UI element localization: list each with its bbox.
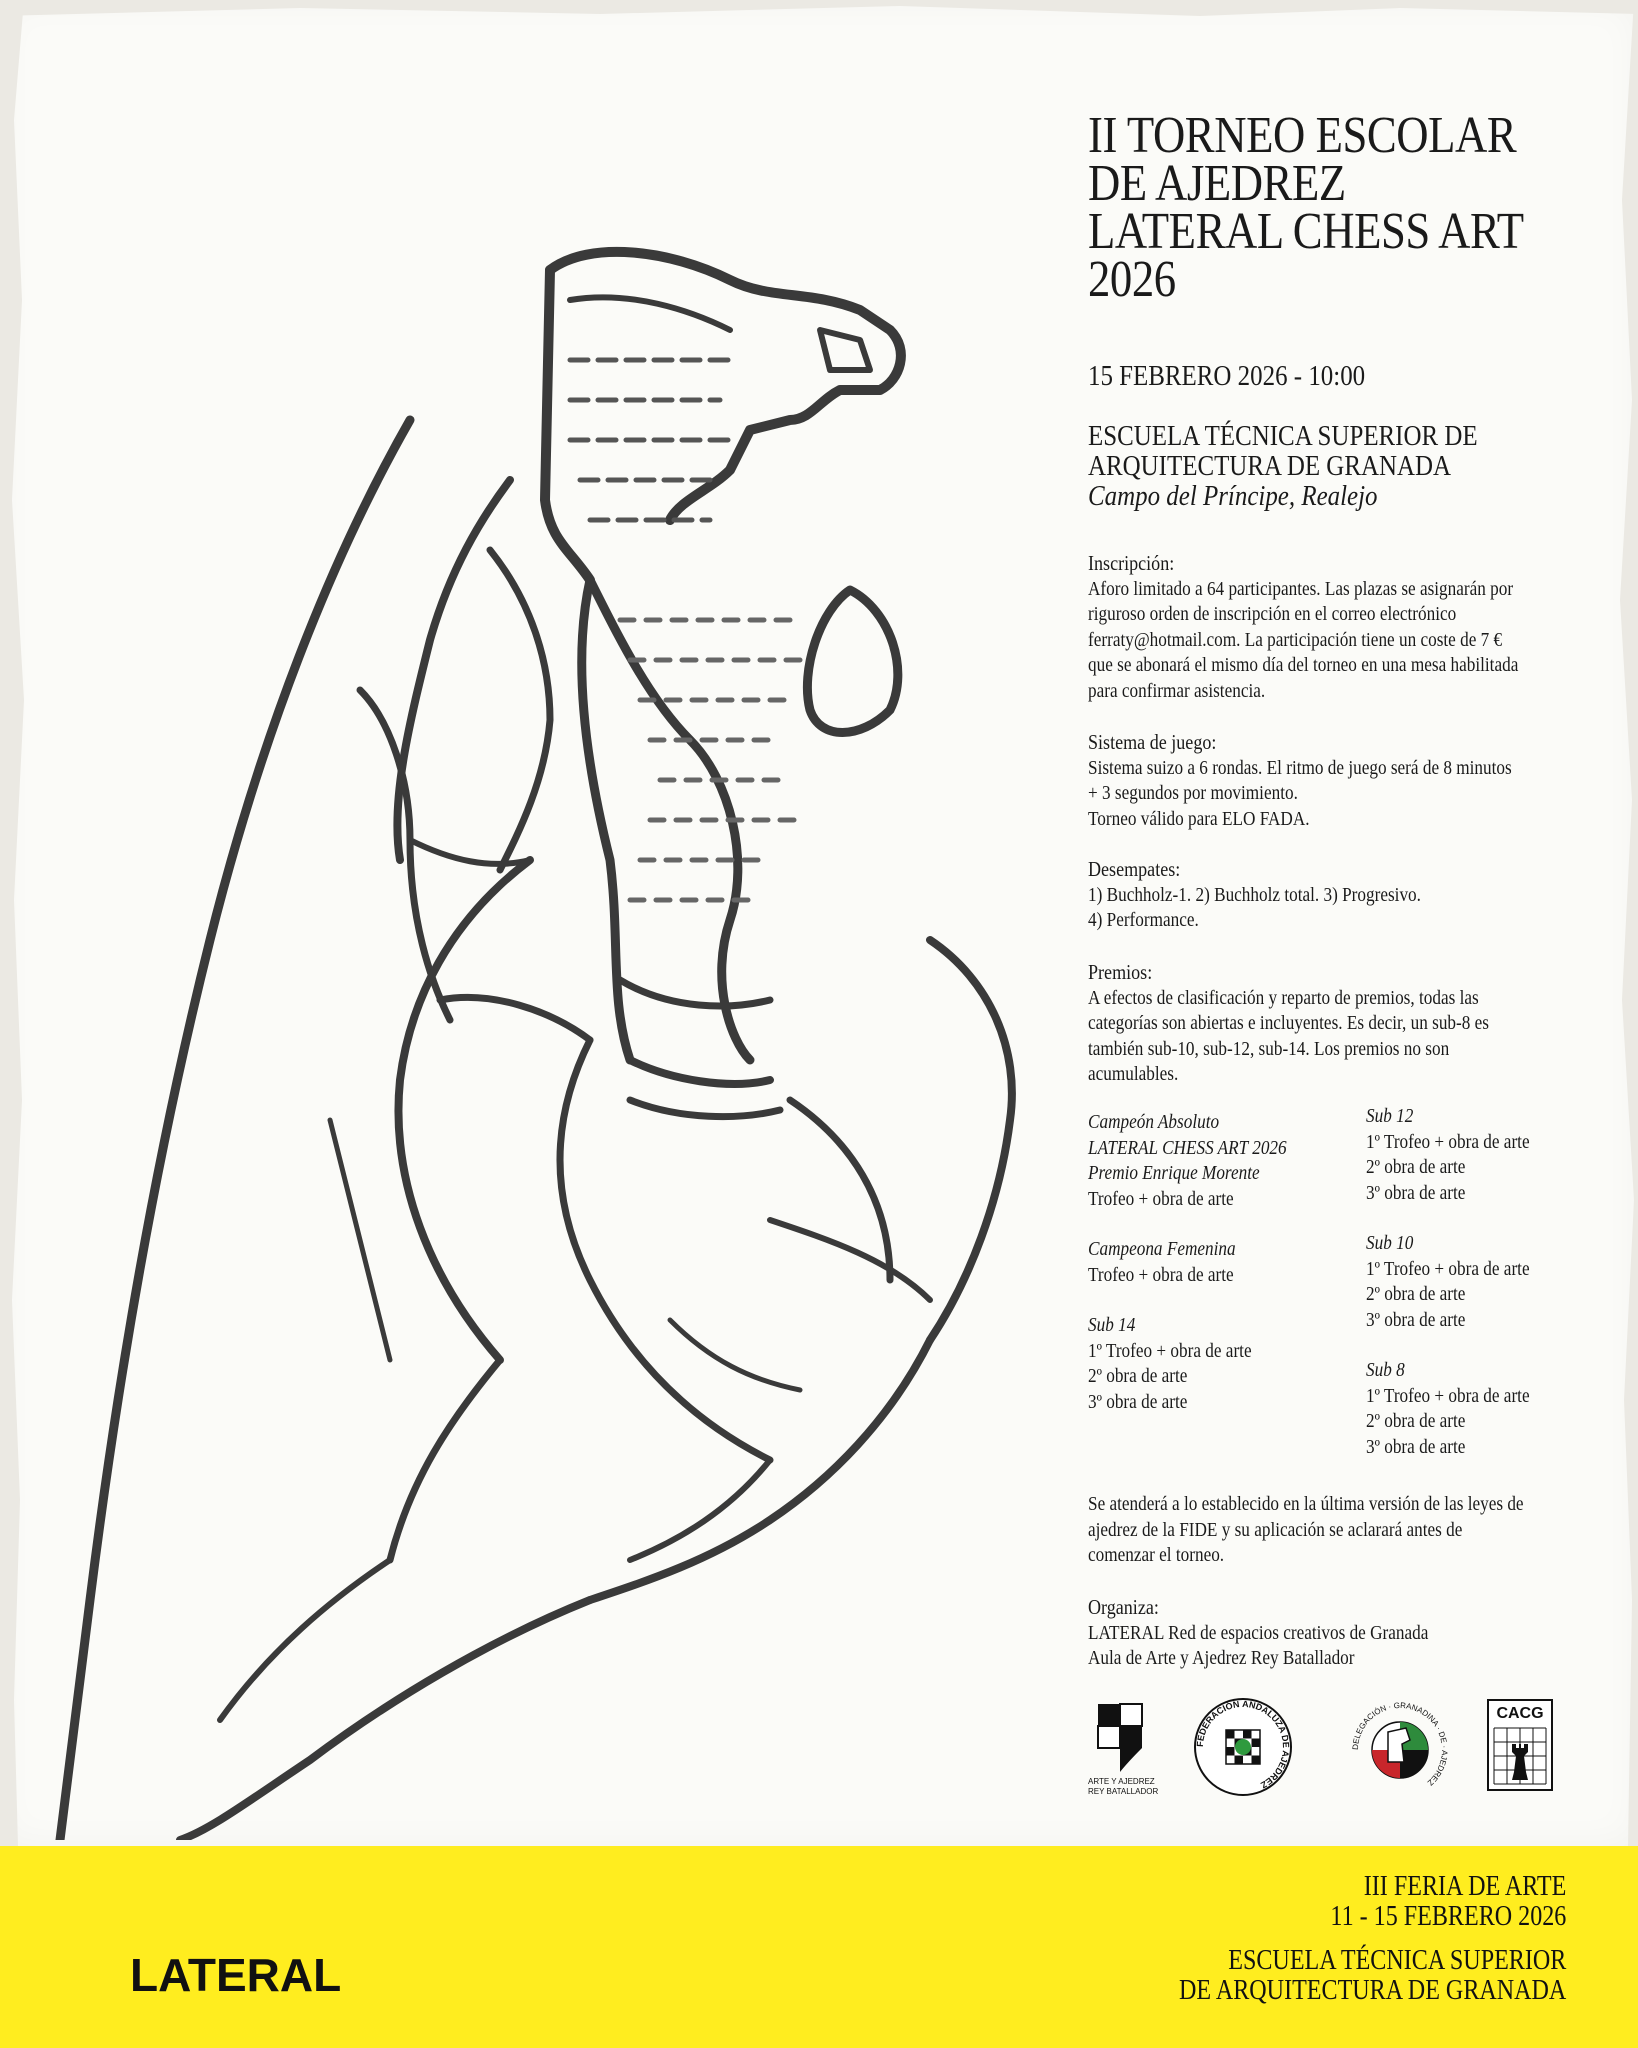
delegacion-granadina-logo: [1351, 1701, 1449, 1787]
title-line-4: 2026: [1088, 251, 1176, 308]
tournament-title: [1088, 107, 1587, 308]
title-line-2: DE AJEDREZ: [1088, 155, 1346, 212]
cacg-logo: [1488, 1700, 1552, 1790]
premios-line: categorías son abiertas e incluyentes. Es decir, un sub-8 es: [1088, 1012, 1490, 1034]
organiza-heading: Organiza:: [1088, 1595, 1159, 1619]
absoluto-prize: Trofeo + obra de arte: [1088, 1187, 1234, 1210]
inscripcion-line: riguroso orden de inscripción en el correo electrónico: [1088, 603, 1457, 625]
absoluto-title: Campeón Absoluto: [1088, 1111, 1220, 1133]
tournament-info: [1088, 107, 1588, 308]
fide-line: Se atenderá a lo establecido en la última versión de las leyes de: [1088, 1493, 1524, 1515]
inscripcion-line: para confirmar asistencia.: [1088, 679, 1266, 702]
premios-heading: Premios:: [1088, 960, 1153, 984]
femenina-title: Campeona Femenina: [1088, 1238, 1236, 1260]
hand-holding-knight-drawing: [30, 220, 1080, 1840]
sistema-heading: Sistema de juego:: [1088, 730, 1217, 754]
delegacion-text: DELEGACIÓN · GRANADINA · DE · AJEDREZ: [1350, 1700, 1450, 1788]
section-fide: [1088, 1492, 1570, 1569]
sub8-title: Sub 8: [1366, 1359, 1405, 1381]
organiza-line: LATERAL Red de espacios creativos de Granada: [1088, 1621, 1429, 1644]
sub12-prize: 3º obra de arte: [1366, 1181, 1466, 1204]
venue-line-2: ARQUITECTURA DE GRANADA: [1088, 450, 1452, 482]
sub14-prize: 1º Trofeo + obra de arte: [1088, 1339, 1252, 1362]
desempates-heading: Desempates:: [1088, 857, 1181, 881]
feria-info: [1179, 1872, 1566, 2006]
venue-line-1: ESCUELA TÉCNICA SUPERIOR DE: [1088, 420, 1478, 452]
fada-text: FEDERACIÓN ANDALUZA DE AJEDREZ: [1194, 1698, 1292, 1791]
section-sistema: [1088, 730, 1570, 832]
title-line-3: LATERAL CHESS ART: [1088, 203, 1524, 260]
sub12-prize: 2º obra de arte: [1366, 1156, 1466, 1178]
rey-batallador-text: ARTE Y AJEDREZ: [1088, 1777, 1155, 1786]
absoluto-title: Premio Enrique Morente: [1088, 1162, 1260, 1184]
section-premios: [1088, 960, 1570, 1088]
premios-line: A efectos de clasificación y reparto de premios, todas las: [1088, 986, 1479, 1009]
section-desempates: [1088, 857, 1570, 934]
cacg-text: CACG: [1496, 1705, 1544, 1722]
section-inscripcion: [1088, 551, 1570, 704]
sub8-prize: 2º obra de arte: [1366, 1410, 1466, 1432]
feria-title: III FERIA DE ARTE: [1363, 1871, 1566, 1902]
rey-batallador-text: REY BATALLADOR: [1088, 1787, 1159, 1796]
desempates-line: 4) Performance.: [1088, 909, 1199, 931]
sub10-prize: 1º Trofeo + obra de arte: [1366, 1257, 1530, 1280]
feria-dates: 11 - 15 FEBRERO 2026: [1330, 1901, 1566, 1932]
sub10-title: Sub 10: [1366, 1232, 1414, 1254]
sub8-prize: 1º Trofeo + obra de arte: [1366, 1384, 1530, 1407]
sistema-line: + 3 segundos por movimiento.: [1088, 782, 1298, 804]
event-venue: [1088, 421, 1570, 511]
venue-address: Campo del Príncipe, Realejo: [1088, 480, 1378, 512]
title-line-1: II TORNEO ESCOLAR: [1088, 107, 1517, 164]
rey-batallador-logo: [1088, 1704, 1158, 1796]
organiza-line: Aula de Arte y Ajedrez Rey Batallador: [1088, 1647, 1355, 1669]
sub10-prize: 3º obra de arte: [1366, 1308, 1466, 1331]
desempates-line: 1) Buchholz-1. 2) Buchholz total. 3) Progresivo.: [1088, 883, 1421, 906]
fide-line: comenzar el torneo.: [1088, 1544, 1225, 1566]
inscripcion-line: ferraty@hotmail.com. La participación tiene un coste de 7 €: [1088, 628, 1503, 651]
inscripcion-line: Aforo limitado a 64 participantes. Las plazas se asignarán por: [1088, 577, 1514, 600]
sub12-title: Sub 12: [1366, 1105, 1414, 1127]
femenina-prize: Trofeo + obra de arte: [1088, 1263, 1234, 1286]
lateral-brand-logo: LATERAL: [130, 1949, 342, 2001]
sub14-prize: 3º obra de arte: [1088, 1390, 1188, 1413]
sub14-title: Sub 14: [1088, 1314, 1136, 1336]
feria-venue-line-1: ESCUELA TÉCNICA SUPERIOR: [1227, 1945, 1566, 1976]
sub10-prize: 2º obra de arte: [1366, 1283, 1466, 1305]
sponsor-logos: [1088, 1692, 1568, 1802]
sub8-prize: 3º obra de arte: [1366, 1435, 1466, 1458]
fada-logo: [1195, 1699, 1291, 1795]
premios-line: también sub-10, sub-12, sub-14. Los premios no son: [1088, 1037, 1450, 1060]
inscripcion-heading: Inscripción:: [1088, 551, 1175, 575]
section-organiza: [1088, 1595, 1570, 1672]
prizes-right-column: [1366, 1104, 1530, 1460]
premios-line: acumulables.: [1088, 1063, 1179, 1085]
feria-venue-line-2: DE ARQUITECTURA DE GRANADA: [1178, 1975, 1566, 2006]
prizes-left-column: [1088, 1110, 1287, 1415]
sistema-line: Torneo válido para ELO FADA.: [1088, 807, 1310, 830]
fide-line: ajedrez de la FIDE y su aplicación se aclarará antes de: [1088, 1518, 1463, 1541]
event-date: 15 FEBRERO 2026 - 10:00: [1088, 360, 1366, 392]
sub14-prize: 2º obra de arte: [1088, 1365, 1188, 1387]
sub12-prize: 1º Trofeo + obra de arte: [1366, 1130, 1530, 1153]
sistema-line: Sistema suizo a 6 rondas. El ritmo de juego será de 8 minutos: [1088, 756, 1512, 779]
absoluto-title: LATERAL CHESS ART 2026: [1088, 1136, 1287, 1159]
inscripcion-line: que se abonará el mismo día del torneo en una mesa habilitada: [1088, 654, 1519, 676]
